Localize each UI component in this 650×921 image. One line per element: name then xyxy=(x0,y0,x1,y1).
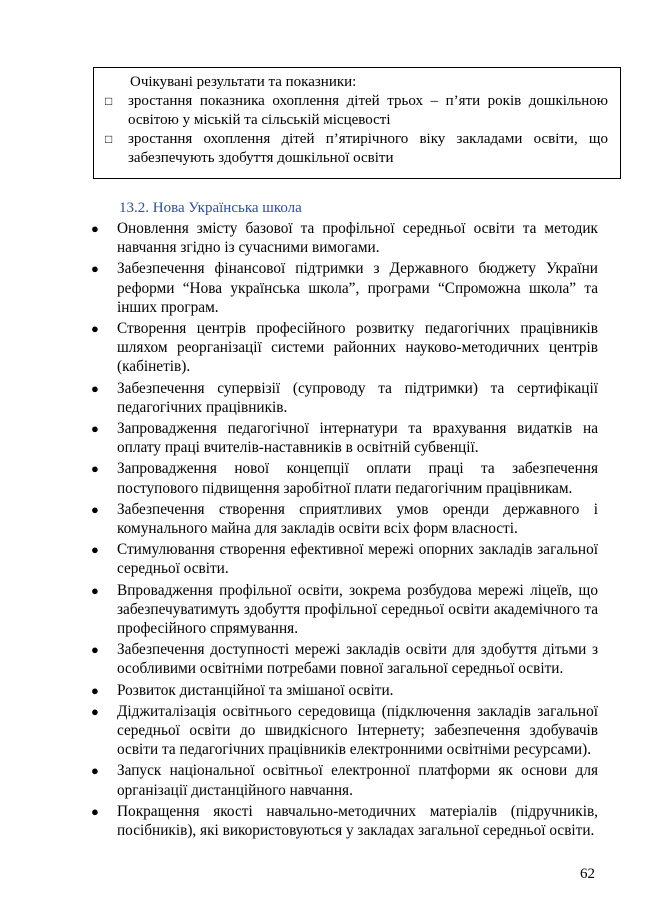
results-box-item-text: зростання охоплення дітей п’ятирічного віку закладами освіти, що забезпечують здобуття дошкільної освіти xyxy=(128,131,608,166)
bullet-icon: ● xyxy=(91,763,99,779)
results-box-item-text: зростання показника охоплення дітей трьох – п’яти років дошкільною освітою у міській та сільській місцевості xyxy=(128,93,608,128)
page-number: 62 xyxy=(580,866,595,882)
list-item xyxy=(90,219,598,257)
list-item-text: Впровадження профільної освіти, зокрема розбудова мережі ліцеїв, що забезпечуватимуть здобуття профільної середньої освіти академічного та професійного спрямування. xyxy=(117,581,598,638)
bullet-icon: ● xyxy=(91,501,99,517)
list-item xyxy=(90,702,598,760)
list-item-text: Стимулювання створення ефективної мережі опорних закладів загальної середньої освіти. xyxy=(117,541,598,578)
bullet-icon: ● xyxy=(91,582,99,598)
list-item-text: Забезпечення супервізії (супроводу та підтримки) та сертифікації педагогічних працівників. xyxy=(117,379,598,416)
bullet-icon: ● xyxy=(91,261,99,277)
bullet-icon: ● xyxy=(91,421,99,437)
bullet-icon: ● xyxy=(91,380,99,396)
list-item xyxy=(90,419,598,457)
bullet-icon: ● xyxy=(91,642,99,658)
list-item xyxy=(90,500,598,538)
results-box-title: Очікувані результати та показники: xyxy=(130,74,357,90)
list-item xyxy=(90,540,598,578)
expected-results-box xyxy=(93,67,621,179)
results-box-item xyxy=(105,130,608,168)
bullet-icon: ● xyxy=(91,221,99,236)
list-item-text: Запуск національної освітньої електронної платформи як основи для організації дистанційного навчання. xyxy=(117,762,598,799)
bullet-icon: ● xyxy=(91,461,99,477)
bullet-icon: ● xyxy=(91,703,99,719)
bullet-icon: ● xyxy=(91,803,99,819)
list-item-text: Створення центрів професійного розвитку педагогічних працівників шляхом реорганізації системи районних науково-методичних центрів (кабінетів). xyxy=(117,320,598,376)
list-item xyxy=(90,319,598,377)
bullet-icon: ● xyxy=(91,542,99,558)
list-item-text: Запровадження педагогічної інтернатури та врахування видатків на оплату праці вчителів-наставників в освітній субвенції. xyxy=(117,420,598,457)
list-item-text: Діджиталізація освітнього середовища (підключення закладів загальної середньої освіти до швидкісного Інтернету; забезпечення здобувачів освіти та педагогічних працівників електронними освітніми ресурсами). xyxy=(117,702,598,759)
list-item-text: Забезпечення фінансової підтримки з Державного бюджету України реформи “Нова українська школа”, програми “Спроможна школа” та інших програм. xyxy=(117,260,598,316)
list-item-text: Забезпечення створення сприятливих умов оренди державного і комунального майна для закладів освіти всіх форм власності. xyxy=(117,500,598,538)
checkbox-square-icon: □ xyxy=(105,132,113,146)
list-item-text: Оновлення змісту базової та профільної середньої освіти та методик навчання згідно із сучасними вимогами. xyxy=(117,220,598,257)
list-item xyxy=(90,640,598,678)
bullet-list xyxy=(90,219,598,842)
list-item-text: Розвиток дистанційної та змішаної освіти. xyxy=(117,681,394,699)
list-item xyxy=(90,379,598,417)
list-item xyxy=(90,259,598,317)
list-item xyxy=(90,761,598,799)
checkbox-square-icon: □ xyxy=(105,94,113,108)
list-item xyxy=(90,681,598,700)
results-box-item xyxy=(105,92,608,130)
list-item xyxy=(90,802,598,840)
list-item-text: Покращення якості навчально-методичних матеріалів (підручників, посібників), які використовуються у закладах загальної середньої освіти. xyxy=(117,802,598,840)
section-heading: 13.2. Нова Українська школа xyxy=(119,200,302,216)
bullet-icon: ● xyxy=(91,321,99,337)
list-item-text: Забезпечення доступності мережі закладів освіти для здобуття дітьми з особливими освітніми потребами повної загальної середньої освіти. xyxy=(117,641,598,678)
bullet-icon: ● xyxy=(91,682,99,698)
list-item xyxy=(90,581,598,639)
list-item xyxy=(90,459,598,497)
list-item-text: Запровадження нової концепції оплати праці та забезпечення поступового підвищення заробітної плати педагогічним працівникам. xyxy=(117,460,598,497)
